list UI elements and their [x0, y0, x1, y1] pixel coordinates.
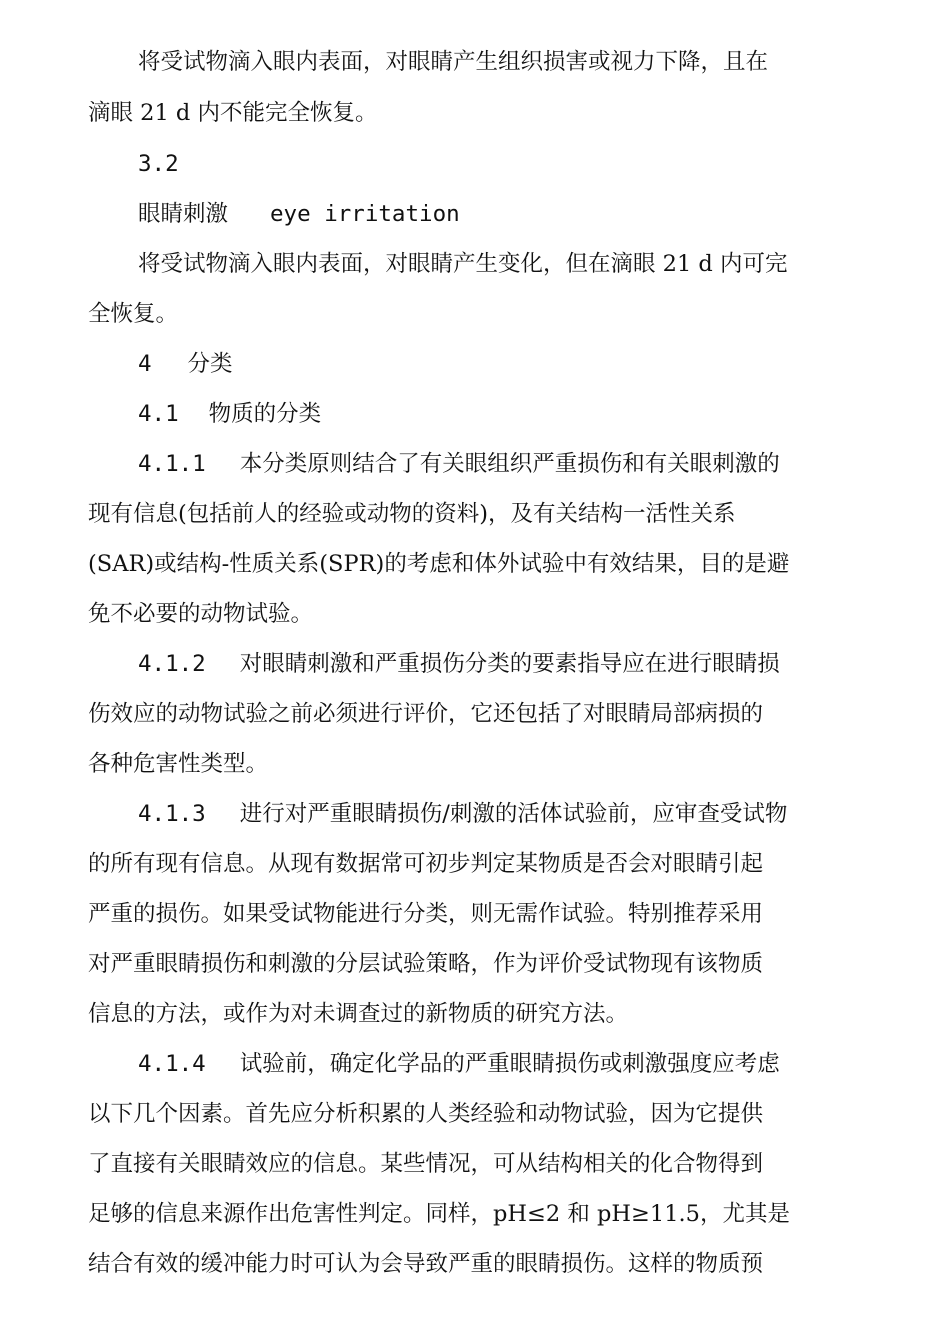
line-text: 将受试物滴入眼内表面，对眼睛产生组织损害或视力下降，且在	[138, 49, 769, 75]
clause-text: 进行对严重眼睛损伤/刺激的活体试验前，应审查受试物	[239, 801, 788, 827]
line-text: 现有信息(包括前人的经验或动物的资料)，及有关结构一活性关系	[88, 501, 736, 527]
section-heading-title: 分类	[187, 351, 233, 377]
text-line	[88, 999, 868, 1029]
text-line	[88, 599, 868, 629]
clause-text: 试验前，确定化学品的严重眼睛损伤或刺激强度应考虑	[239, 1051, 780, 1077]
subsection-heading	[138, 399, 868, 429]
subsection-heading-title: 物质的分类	[208, 401, 322, 427]
line-text: 了直接有关眼睛效应的信息。某些情况，可从结构相关的化合物得到	[88, 1151, 764, 1177]
clause-number: 4.1.2	[138, 651, 206, 677]
clause-text: 本分类原则结合了有关眼组织严重损伤和有关眼刺激的	[239, 451, 780, 477]
term-chinese: 眼睛刺激	[138, 201, 229, 227]
text-line	[88, 299, 868, 329]
text-line	[88, 749, 868, 779]
line-text: 的所有现有信息。从现有数据常可初步判定某物质是否会对眼睛引起	[88, 851, 764, 877]
text-line	[88, 1099, 868, 1129]
clause-number: 4.1.4	[138, 1051, 206, 1077]
clause-line	[138, 1049, 868, 1079]
text-line	[138, 249, 868, 279]
line-text: 各种危害性类型。	[88, 751, 269, 777]
term-line	[138, 199, 868, 229]
clause-line	[138, 799, 868, 829]
text-line	[88, 1249, 868, 1279]
section-heading-number: 4	[138, 351, 152, 377]
subsection-heading-number: 4.1	[138, 401, 179, 427]
section-heading	[138, 349, 868, 379]
text-line	[88, 499, 868, 529]
text-line	[88, 899, 868, 929]
section-number	[138, 149, 868, 179]
line-text: 以下几个因素。首先应分析积累的人类经验和动物试验，因为它提供	[88, 1101, 764, 1127]
text-line	[88, 549, 868, 579]
text-line	[88, 98, 868, 128]
text-line	[88, 1149, 868, 1179]
clause-number: 4.1.1	[138, 451, 206, 477]
text-line	[88, 1199, 868, 1229]
line-text: 信息的方法，或作为对未调查过的新物质的研究方法。	[88, 1001, 629, 1027]
clause-line	[138, 649, 868, 679]
section-number-text: 3.2	[138, 151, 179, 177]
line-text: 全恢复。	[88, 301, 179, 327]
clause-number: 4.1.3	[138, 801, 206, 827]
line-text: 结合有效的缓冲能力时可认为会导致严重的眼睛损伤。这样的物质预	[88, 1251, 764, 1277]
line-text: 滴眼 21 d 内不能完全恢复。	[88, 100, 378, 126]
text-line	[88, 949, 868, 979]
line-text: 伤效应的动物试验之前必须进行评价，它还包括了对眼睛局部病损的	[88, 701, 764, 727]
clause-text: 对眼睛刺激和严重损伤分类的要素指导应在进行眼睛损	[239, 651, 780, 677]
term-english: eye irritation	[270, 201, 460, 227]
text-line	[88, 699, 868, 729]
text-line	[138, 47, 868, 77]
line-text: 对严重眼睛损伤和刺激的分层试验策略，作为评价受试物现有该物质	[88, 951, 764, 977]
line-text: 免不必要的动物试验。	[88, 601, 314, 627]
line-text: 严重的损伤。如果受试物能进行分类，则无需作试验。特别推荐采用	[88, 901, 764, 927]
text-line	[88, 849, 868, 879]
line-text: 将受试物滴入眼内表面，对眼睛产生变化，但在滴眼 21 d 内可完	[138, 251, 788, 277]
line-text: 足够的信息来源作出危害性判定。同样，pH≤2 和 pH≥11.5，尤其是	[88, 1201, 790, 1227]
line-text: (SAR)或结构-性质关系(SPR)的考虑和体外试验中有效结果，目的是避	[88, 551, 790, 577]
clause-line	[138, 449, 868, 479]
